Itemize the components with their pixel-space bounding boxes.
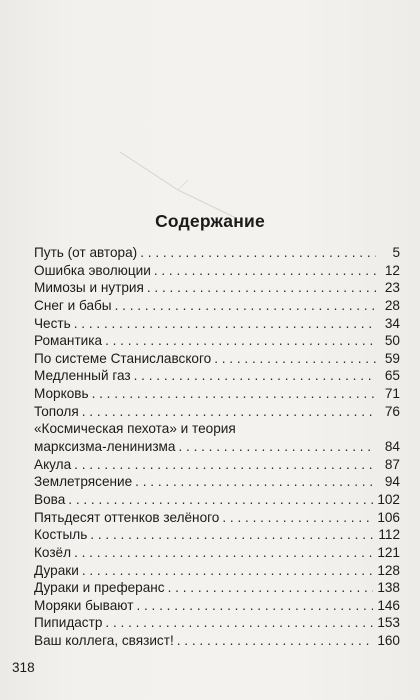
toc-entry-label: Пипидастр (34, 615, 103, 631)
toc-entry-page: 128 (377, 562, 400, 578)
toc-entry[interactable] (34, 403, 400, 421)
toc-entry-page: 146 (377, 597, 400, 613)
toc-entry-page: 84 (384, 439, 400, 455)
toc-entry-label: По системе Станиславского (34, 350, 212, 366)
toc-entry[interactable] (34, 350, 400, 368)
toc-entry-page: 76 (384, 403, 400, 419)
toc-entry-label: Ошибка эволюции (34, 262, 151, 278)
paper-crease-mark (118, 150, 238, 220)
toc-entry-label: Ваш коллега, связист! (34, 633, 174, 649)
toc-entry[interactable] (34, 544, 400, 562)
toc-entry-label-line1: «Космическая пехота» и теория (34, 421, 236, 437)
toc-entry-label: марксизма-ленинизма (34, 439, 176, 455)
toc-entry-page: 87 (384, 456, 400, 472)
leader-dots (105, 614, 373, 632)
leader-dots (222, 509, 373, 527)
toc-entry-page: 94 (384, 474, 400, 490)
leader-dots (68, 491, 373, 509)
toc-entry-label: Моряки бывают (34, 597, 134, 613)
toc-entry-page: 160 (377, 633, 400, 649)
toc-entry[interactable] (34, 332, 400, 350)
toc-entry-page: 28 (384, 297, 400, 313)
toc-entry[interactable] (34, 262, 400, 280)
leader-dots (136, 597, 373, 615)
toc-entry-page: 71 (384, 386, 400, 402)
toc-entry-page: 106 (377, 509, 400, 525)
toc-entry-page: 121 (377, 544, 400, 560)
toc-entry[interactable] (34, 385, 400, 403)
toc-entry[interactable] (34, 456, 400, 474)
leader-dots (178, 438, 376, 456)
toc-entry-label: Пятьдесят оттенков зелёного (34, 509, 220, 525)
leader-dots (214, 350, 376, 368)
toc-entry-label: Медленный газ (34, 368, 131, 384)
toc-entry-label: Костыль (34, 527, 88, 543)
leader-dots (147, 279, 376, 297)
toc-entry-label: Романтика (34, 333, 103, 349)
leader-dots (115, 297, 376, 315)
toc-entry[interactable] (34, 597, 400, 615)
toc-entry[interactable] (34, 279, 400, 297)
leader-dots (74, 456, 376, 474)
leader-dots (135, 473, 376, 491)
toc-entry-page: 138 (377, 580, 400, 596)
toc-entry-page: 65 (384, 368, 400, 384)
toc-entry-page: 5 (392, 245, 400, 260)
toc-entry-label: Мимозы и нутрия (34, 280, 144, 296)
toc-entry-label: Козёл (34, 544, 72, 560)
toc-entry[interactable] (34, 614, 400, 632)
toc-entry-page: 112 (378, 527, 400, 543)
leader-dots (74, 544, 373, 562)
toc-entry-page: 59 (384, 350, 400, 366)
toc-entry-page: 102 (377, 491, 400, 507)
leader-dots (154, 262, 376, 280)
toc-entry[interactable] (34, 632, 400, 650)
leader-dots (82, 562, 374, 580)
toc-entry-page: 153 (377, 615, 400, 631)
toc-entry[interactable] (34, 473, 400, 491)
toc-entry[interactable] (34, 297, 400, 315)
toc-entry-label: Морковь (34, 386, 89, 402)
leader-dots (74, 315, 376, 333)
toc-entry-multiline[interactable] (34, 420, 400, 455)
toc-entry-label: Тополя (34, 403, 79, 419)
toc-entry[interactable] (34, 244, 400, 262)
toc-entry[interactable] (34, 315, 400, 333)
toc-entry-label: Честь (34, 315, 71, 331)
toc-entry[interactable] (34, 579, 400, 597)
leader-dots (177, 632, 374, 650)
toc-entry-page: 34 (384, 315, 400, 331)
toc-entry[interactable] (34, 491, 400, 509)
leader-dots (92, 385, 376, 403)
toc-entry-label: Дураки и преферанс (34, 580, 165, 596)
page-number: 318 (12, 660, 35, 675)
toc-entry-label: Акула (34, 456, 72, 472)
leader-dots (105, 332, 376, 350)
toc-entry[interactable] (34, 526, 400, 544)
toc-entry-label: Землетрясение (34, 474, 133, 490)
leader-dots (140, 244, 376, 262)
toc-entry-label: Вова (34, 491, 66, 507)
toc-entry[interactable] (34, 367, 400, 385)
toc-entry[interactable] (34, 509, 400, 527)
table-of-contents (34, 244, 400, 650)
leader-dots (134, 367, 376, 385)
toc-entry-label: Путь (от автора) (34, 245, 138, 260)
toc-entry-page: 23 (384, 280, 400, 296)
leader-dots (168, 579, 374, 597)
toc-entry-label: Дураки (34, 562, 79, 578)
toc-entry-page: 12 (384, 262, 400, 278)
toc-title: Содержание (155, 211, 265, 231)
toc-entry-page: 50 (384, 333, 400, 349)
toc-entry[interactable] (34, 562, 400, 580)
leader-dots (82, 403, 376, 421)
toc-entry-label: Снег и бабы (34, 297, 112, 313)
leader-dots (90, 526, 374, 544)
